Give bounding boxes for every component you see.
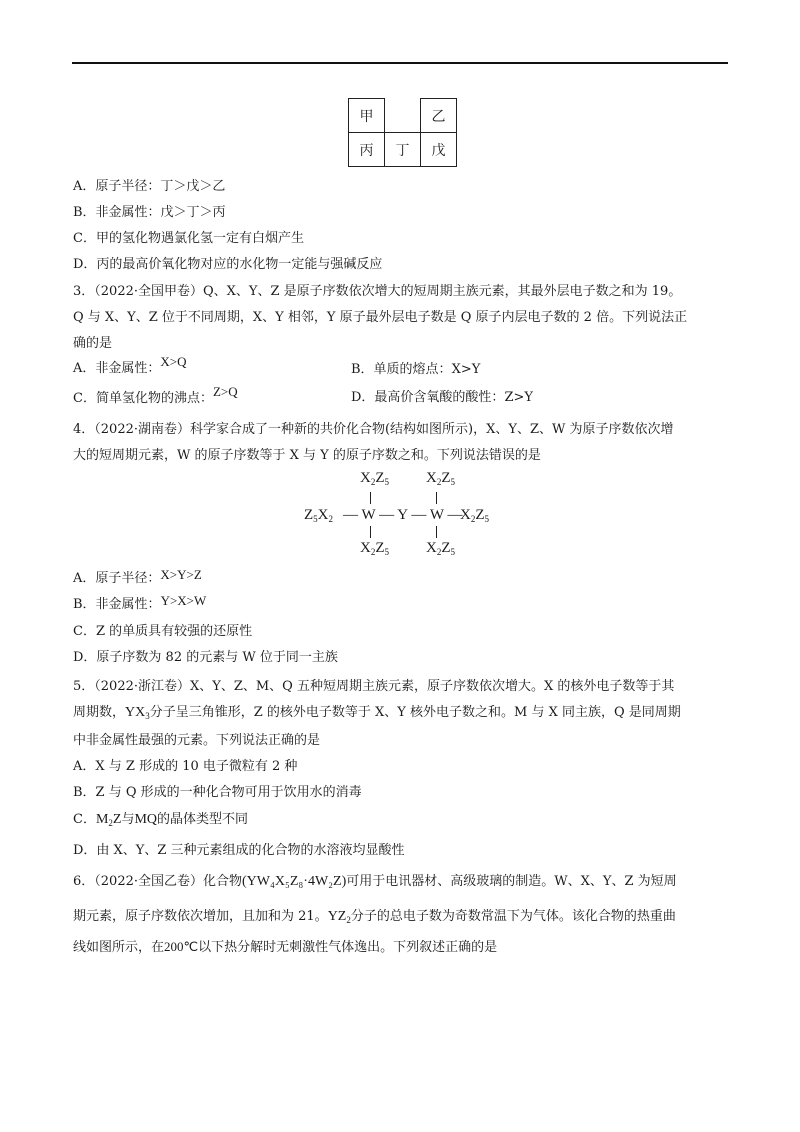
q6-stem-line1	[73, 874, 677, 890]
q4-option-d: D．原子序数为 82 的元素与 W 位于同一主族	[73, 650, 338, 665]
structure-bottom-left-group: $X_2Z_5$	[360, 540, 390, 557]
grid-cell-jia: 甲	[349, 99, 385, 133]
structure-bond-bottom-left	[370, 526, 371, 538]
q5-stem-line2	[73, 705, 681, 721]
q3-stem-line3: 确的是	[73, 336, 113, 351]
q4-option-a	[73, 567, 202, 587]
grid-cell-yi: 乙	[421, 99, 457, 133]
q5-formula-m2z: $M_2Z$	[95, 812, 122, 828]
q3-stem-line2: Q 与 X、Y、Z 位于不同周期，X、Y 相邻，Y 原子最外层电子数是 Q 原子内层电子数的 2 倍。下列说法正	[73, 310, 688, 325]
q4-option-a-value: X>Y>Z	[160, 567, 202, 582]
q6-stem-line1-prefix: 6．（2022·全国乙卷）化合物	[73, 874, 242, 889]
prev-option-a: A．原子半径：丁＞戊＞乙	[73, 179, 226, 194]
q5-formula-yx3: $YX_3$	[125, 705, 150, 721]
q6-compound-formula: (YW₄X₅Z₈·4W₂Z)	[242, 874, 347, 889]
structure-bond-bottom-right	[436, 526, 437, 538]
header-rule	[72, 62, 728, 64]
prev-option-c: C．甲的氢化物遇氯化氢一定有白烟产生	[73, 231, 304, 246]
q4-option-a-label: A．原子半径：	[73, 571, 161, 586]
q3-option-b	[351, 362, 480, 378]
q4-stem-line2: 大的短周期元素，W 的原子序数等于 X 与 Y 的原子序数之和。下列说法错误的是	[73, 448, 541, 463]
structure-top-left-group: $X_2Z_5$	[360, 470, 390, 487]
q3-option-c-value: Z>Q	[212, 384, 238, 399]
q3-option-d-value: Z>Y	[504, 390, 533, 405]
q4-option-b	[73, 593, 207, 613]
prev-option-b: B．非金属性：戊＞丁＞丙	[73, 205, 226, 220]
q6-stem-line2-suffix: 分子的总电子数为奇数常温下为气体。该化合物的热重曲	[350, 909, 676, 924]
structure-right-group: $X_2Z_5$	[460, 507, 490, 524]
q3-option-d	[351, 390, 533, 406]
q6-stem-line3-suffix: 以下热分解时无刺激性气体逸出。下列叙述正确的是	[198, 940, 498, 955]
q5-stem-line2-prefix: 周期数，	[73, 705, 126, 720]
q5-formula-mq: MQ	[134, 812, 158, 827]
q6-stem-line2	[73, 909, 676, 925]
q3-option-b-label: B．单质的熔点：	[351, 362, 452, 377]
q5-stem-line1: 5．（2022·浙江卷）X、Y、Z、M、Q 五种短周期主族元素，原子序数依次增大。X 的核外电子数等于其	[73, 679, 675, 694]
q5-option-a: A．X 与 Z 形成的 10 电子微粒有 2 种	[73, 759, 298, 774]
q6-stem-line3	[73, 939, 497, 956]
q4-option-b-value: Y>X>W	[160, 593, 207, 608]
structure-top-right-group: $X_2Z_5$	[426, 470, 456, 487]
structure-bottom-right-group: $X_2Z_5$	[426, 540, 456, 557]
q5-option-d: D．由 X、Y、Z 三种元素组成的化合物的水溶液均显酸性	[73, 843, 405, 858]
q3-stem-line1: 3．（2022·全国甲卷）Q、X、Y、Z 是原子序数依次增大的短周期主族元素，其最外层电子数之和为 19。	[73, 284, 682, 299]
structure-bond-top-left	[370, 492, 371, 504]
q3-option-c-label: C．简单氢化物的沸点：	[73, 391, 213, 406]
q5-stem-line3: 中非金属性最强的元素。下列说法正确的是	[73, 733, 321, 748]
grid-cell-empty	[385, 99, 421, 133]
q3-option-a-value: X>Q	[160, 354, 187, 369]
q4-option-c: C．Z 的单质具有较强的还原性	[73, 624, 253, 639]
grid-cell-bing: 丙	[349, 133, 385, 167]
structure-core-chain: — W — Y — W —	[343, 507, 463, 523]
grid-cell-ding: 丁	[385, 133, 421, 167]
q5-option-c: C．$M_2Z$与MQ的晶体类型不同	[73, 812, 249, 828]
q4-option-b-label: B．非金属性：	[73, 597, 161, 612]
structure-bond-top-right	[436, 492, 437, 504]
q5-stem-line2-suffix: 分子呈三角锥形，Z 的核外电子数等于 X、Y 核外电子数之和。M 与 X 同主族，Q 是同周期	[149, 705, 681, 720]
q3-option-a	[73, 354, 187, 377]
q6-temperature: 200℃	[164, 939, 199, 954]
grid-cell-wu: 戊	[421, 133, 457, 167]
structure-left-group: $Z_5X_2$	[304, 507, 334, 524]
q6-formula-yz2: $YZ_2$	[327, 909, 351, 925]
q4-stem-line1: 4．（2022·湖南卷）科学家合成了一种新的共价化合物(结构如图所示)，X、Y、Z、W 为原子序数依次增	[73, 422, 674, 437]
q3-option-c	[73, 384, 238, 407]
q6-stem-line1-suffix: 可用于电讯器材、高级玻璃的制造。W、X、Y、Z 为短周	[346, 874, 677, 889]
q5-option-b: B．Z 与 Q 形成的一种化合物可用于饮用水的消毒	[73, 785, 362, 800]
q4-structure-diagram	[300, 470, 520, 560]
element-position-grid	[348, 98, 457, 167]
q3-option-b-value: X>Y	[451, 362, 481, 377]
q3-option-a-label: A．非金属性：	[73, 361, 161, 376]
prev-option-d: D．丙的最高价氧化物对应的水化物一定能与强碱反应	[73, 257, 383, 272]
q6-stem-line3-prefix: 线如图所示，在	[73, 940, 165, 955]
q3-option-d-label: D．最高价含氧酸的酸性：	[351, 390, 505, 405]
q6-stem-line2-prefix: 期元素，原子序数依次增加，且加和为 21。	[73, 909, 328, 924]
